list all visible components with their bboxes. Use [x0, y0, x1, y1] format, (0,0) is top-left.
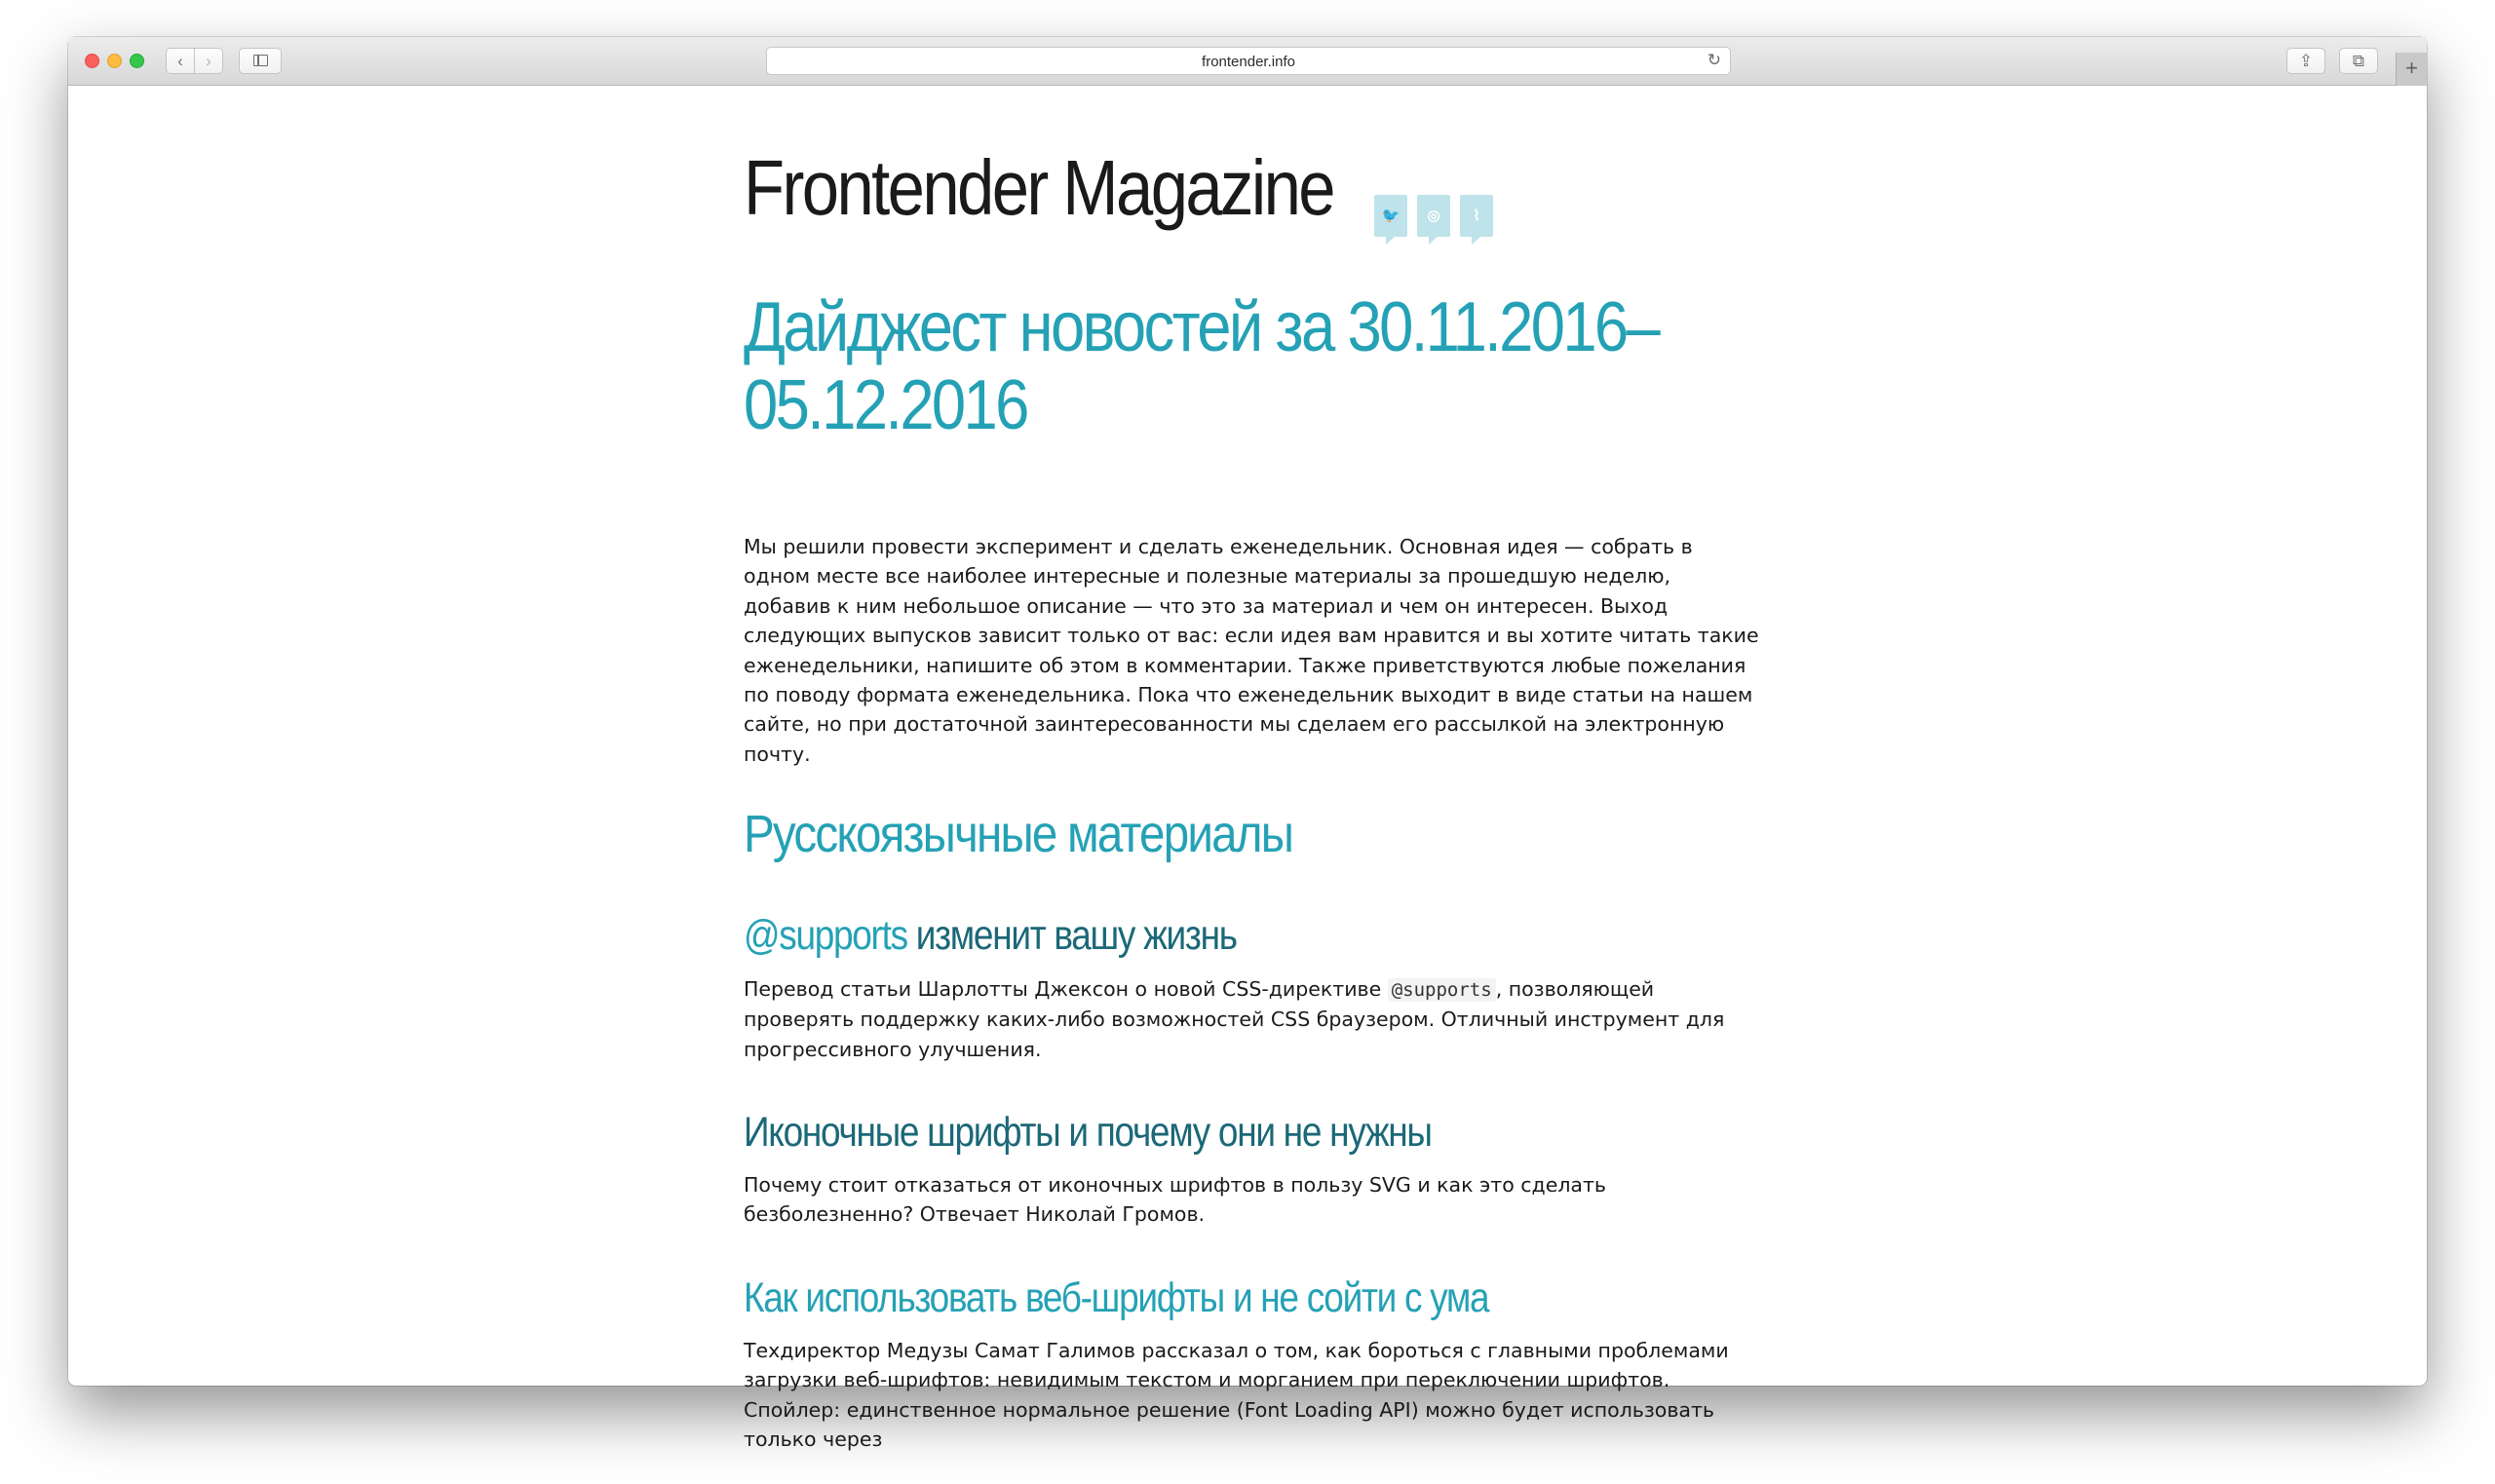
social-links [1374, 195, 1493, 237]
article-title[interactable] [744, 910, 1237, 961]
section-title: Русскоязычные материалы [744, 805, 1293, 863]
article-title[interactable]: Иконочные шрифты и почему они не нужны [744, 1109, 1432, 1156]
reload-icon[interactable]: ↻ [1707, 51, 1721, 69]
post-intro: Мы решили провести эксперимент и сделать еженедельник. Основная идея — собрать в одном месте все наиболее интересные и полезные материалы за прошедшую неделю, добавив к ним небольшое описание — что это за материал и чем он интересен. Выход следующих выпусков зависит только от вас: если идея вам нравится и вы хотите читать такие еженедельники, напишите об этом в комментарии. Также приветствуются любые пожелания по поводу формата еженедельника. Пока что еженедельник выходит в виде статьи на нашем сайте, но при достаточной заинтересованности мы сделаем его рассылкой на электронную почту. [744, 535, 1759, 766]
rss-icon[interactable]: ⌇ [1460, 195, 1493, 237]
sidebar-icon [253, 55, 268, 66]
dribbble-icon[interactable]: ◎ [1417, 195, 1450, 237]
zoom-window-button[interactable] [130, 54, 144, 68]
url-text: frontender.info [1202, 54, 1295, 70]
new-tab-button[interactable] [2396, 53, 2427, 86]
article-description: Техдиректор Медузы Самат Галимов рассказал о том, как бороться с главными проблемами загрузки веб-шрифтов: невидимым текстом и морганием при переключении шрифтов. Спойлер: единственное нормальное решение (Font Loading API) можно будет использовать только через [744, 1339, 1729, 1452]
show-tabs-button[interactable] [2339, 48, 2378, 74]
article-title-accent[interactable]: @supports [744, 912, 907, 959]
chevron-right-icon: › [206, 52, 211, 70]
tabs-icon: ⧉ [2352, 52, 2365, 70]
inline-code: @supports [1388, 978, 1496, 1002]
article-desc-text: Перевод статьи Шарлотты Джексон о новой CSS-директиве [744, 977, 1388, 1001]
share-icon: ⇪ [2298, 52, 2314, 70]
twitter-icon[interactable]: 🐦 [1374, 195, 1407, 237]
article-desc-text: , позволяющей проверять поддержку каких-либо возможностей CSS браузером. Отличный инструмент для прогрессивного улучшения. [744, 977, 1725, 1061]
back-button[interactable] [166, 48, 195, 74]
plus-icon: + [2405, 56, 2418, 80]
close-window-button[interactable] [85, 54, 99, 68]
forward-button[interactable] [194, 48, 223, 74]
article-description: Почему стоит отказаться от иконочных шрифтов в пользу SVG и как это сделать безболезненно? Отвечает Николай Громов. [744, 1173, 1607, 1227]
site-title[interactable]: Frontender Magazine [744, 144, 1333, 231]
minimize-window-button[interactable] [107, 54, 122, 68]
browser-window [68, 37, 2427, 1452]
browser-toolbar [68, 37, 2427, 86]
share-button[interactable] [2286, 48, 2325, 74]
address-bar[interactable] [766, 47, 1731, 75]
page-content [68, 86, 2427, 1452]
article-title-rest[interactable]: изменит вашу жизнь [906, 912, 1237, 959]
article-description [744, 974, 1762, 1064]
chevron-left-icon: ‹ [177, 52, 183, 70]
sidebar-toggle-button[interactable] [239, 48, 282, 74]
post-title: Дайджест новостей за 30.11.2016–05.12.2016 [744, 288, 1659, 444]
article-title[interactable]: Как использовать веб-шрифты и не сойти с ума [744, 1275, 1489, 1321]
